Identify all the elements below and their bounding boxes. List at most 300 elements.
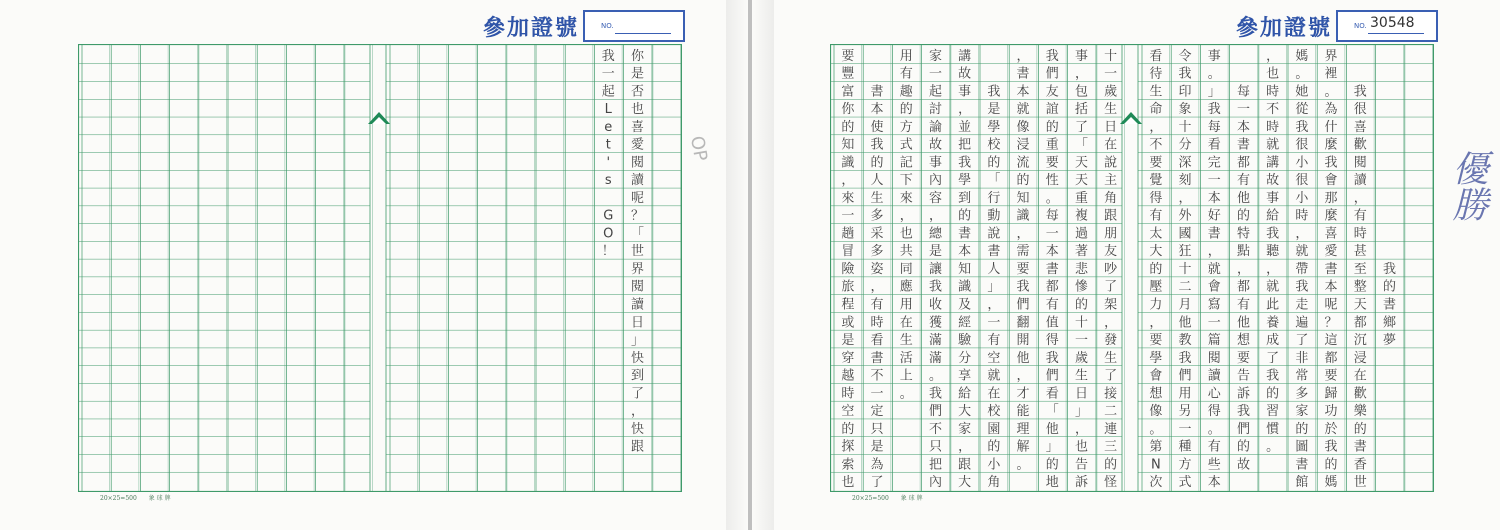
manuscript-character: 或 xyxy=(841,315,855,331)
manuscript-character: 共 xyxy=(899,244,913,260)
manuscript-character: 享 xyxy=(958,368,972,384)
entry-number-label: NO. xyxy=(1354,22,1367,30)
manuscript-character: 故 xyxy=(928,137,942,153)
manuscript-character: 有 xyxy=(1045,297,1059,313)
manuscript-character: 故 xyxy=(1266,173,1280,189)
manuscript-character: 會 xyxy=(1324,173,1338,189)
manuscript-character: 會 xyxy=(1149,368,1163,384)
manuscript-character: 媽 xyxy=(1324,475,1338,491)
manuscript-character: 家 xyxy=(928,48,942,64)
manuscript-character: 歡 xyxy=(1353,137,1367,153)
manuscript-character: 知 xyxy=(1016,190,1030,206)
manuscript-character: 記 xyxy=(899,155,913,171)
manuscript-character: 姿 xyxy=(870,261,884,277)
manuscript-character: 友 xyxy=(1104,244,1118,260)
manuscript-character: 什 xyxy=(1324,119,1338,135)
manuscript-character: ' xyxy=(606,155,611,171)
manuscript-character: 也 xyxy=(1074,439,1088,455)
manuscript-character: 的 xyxy=(1236,439,1250,455)
manuscript-character: 習 xyxy=(1266,404,1280,420)
manuscript-character: 本 xyxy=(1207,475,1221,491)
manuscript-character: ， xyxy=(1104,315,1118,331)
manuscript-character: ， xyxy=(870,279,884,295)
manuscript-character: 方 xyxy=(899,119,913,135)
entry-number-line xyxy=(615,33,671,34)
manuscript-character: 天 xyxy=(1353,297,1367,313)
manuscript-character: 同 xyxy=(899,261,913,277)
left-manuscript-page xyxy=(0,0,748,530)
manuscript-character: 生 xyxy=(1104,350,1118,366)
manuscript-character: 跟 xyxy=(1104,208,1118,224)
manuscript-character: 大 xyxy=(958,404,972,420)
manuscript-character: 他 xyxy=(1045,421,1059,437)
manuscript-character: 讀 xyxy=(630,297,644,313)
manuscript-character: 上 xyxy=(899,368,913,384)
manuscript-character: 的 xyxy=(1324,457,1338,473)
manuscript-character: 成 xyxy=(1266,333,1280,349)
manuscript-character: 誼 xyxy=(1045,102,1059,118)
manuscript-character: 圖 xyxy=(1295,439,1309,455)
manuscript-character: 架 xyxy=(1104,297,1118,313)
manuscript-character: 一 xyxy=(1207,315,1221,331)
entry-number-box xyxy=(583,10,685,42)
manuscript-character: 用 xyxy=(1178,386,1192,402)
manuscript-character: 特 xyxy=(1236,226,1250,242)
manuscript-character: 滿 xyxy=(928,333,942,349)
left-page-footer: 20×25=500 象 球 牌 xyxy=(100,495,171,502)
manuscript-character: ， xyxy=(1074,66,1088,82)
manuscript-character: 趣 xyxy=(899,84,913,100)
pencil-mark: OP xyxy=(686,134,712,163)
manuscript-character: 像 xyxy=(1149,404,1163,420)
manuscript-character: 那 xyxy=(1324,190,1338,206)
manuscript-character: 每 xyxy=(1045,208,1059,224)
manuscript-character: 采 xyxy=(870,226,884,242)
manuscript-character: 本 xyxy=(958,244,972,260)
manuscript-character: 要 xyxy=(1149,333,1163,349)
manuscript-character: 命 xyxy=(1149,102,1163,118)
manuscript-character: 本 xyxy=(1324,279,1338,295)
manuscript-character: 開 xyxy=(1016,333,1030,349)
manuscript-character: 就 xyxy=(1207,261,1221,277)
manuscript-character: s xyxy=(604,173,612,189)
manuscript-character: 論 xyxy=(928,119,942,135)
manuscript-character: 閱 xyxy=(630,279,644,295)
manuscript-character: 來 xyxy=(841,190,855,206)
manuscript-character: 我 xyxy=(987,84,1001,100)
manuscript-character: 像 xyxy=(1016,119,1030,135)
manuscript-character: G xyxy=(603,208,614,224)
manuscript-character: 發 xyxy=(1104,333,1118,349)
manuscript-character: 的 xyxy=(870,155,884,171)
manuscript-character: 使 xyxy=(870,119,884,135)
manuscript-character: 很 xyxy=(1295,137,1309,153)
manuscript-character: 們 xyxy=(1045,368,1059,384)
manuscript-character: 有 xyxy=(1353,208,1367,224)
manuscript-character: 我 xyxy=(1236,404,1250,420)
manuscript-character: 都 xyxy=(1045,279,1059,295)
manuscript-character: ， xyxy=(1266,261,1280,277)
right-page-footer: 20×25=500 象 球 牌 xyxy=(852,495,923,502)
manuscript-character: 有 xyxy=(987,333,1001,349)
manuscript-character: 養 xyxy=(1266,315,1280,331)
manuscript-character: ， xyxy=(1016,226,1030,242)
manuscript-character: 麼 xyxy=(1324,137,1338,153)
manuscript-character: 式 xyxy=(899,137,913,153)
manuscript-character: 。 xyxy=(1045,190,1059,206)
manuscript-character: 要 xyxy=(1045,155,1059,171)
manuscript-character: 刻 xyxy=(1178,173,1192,189)
manuscript-character: 。 xyxy=(1016,457,1030,473)
entry-number-title: 參加證號 xyxy=(483,14,580,41)
manuscript-character: 一 xyxy=(1074,333,1088,349)
manuscript-character: 讀 xyxy=(1207,368,1221,384)
manuscript-character: 「 xyxy=(630,226,644,242)
manuscript-character: 日 xyxy=(1074,386,1088,402)
manuscript-character: O xyxy=(603,226,614,242)
manuscript-character: 他 xyxy=(1178,315,1192,331)
manuscript-character: 「 xyxy=(1045,404,1059,420)
manuscript-character: 獲 xyxy=(928,315,942,331)
manuscript-character: 歲 xyxy=(1074,350,1088,366)
manuscript-character: ， xyxy=(1149,315,1163,331)
manuscript-character: 的 xyxy=(841,119,855,135)
manuscript-character: 我 xyxy=(1207,102,1221,118)
manuscript-character: 的 xyxy=(1266,386,1280,402)
manuscript-character: 不 xyxy=(1149,137,1163,153)
manuscript-character: 是 xyxy=(630,66,644,82)
manuscript-character: 一 xyxy=(1045,226,1059,242)
manuscript-character: 趟 xyxy=(841,226,855,242)
manuscript-character: 小 xyxy=(987,457,1001,473)
manuscript-character: 事 xyxy=(1266,190,1280,206)
manuscript-character: 方 xyxy=(1178,457,1192,473)
manuscript-character: N xyxy=(1150,457,1161,473)
manuscript-character: 要 xyxy=(1016,261,1030,277)
manuscript-character: 用 xyxy=(899,48,913,64)
manuscript-character: 覺 xyxy=(1149,173,1163,189)
manuscript-character: 角 xyxy=(987,475,1001,491)
manuscript-character: 浸 xyxy=(1353,350,1367,366)
manuscript-character: 整 xyxy=(1353,279,1367,295)
manuscript-character: 就 xyxy=(1266,279,1280,295)
manuscript-character: 」 xyxy=(987,279,1001,295)
manuscript-character: 有 xyxy=(1236,297,1250,313)
manuscript-character: 書 xyxy=(958,226,972,242)
manuscript-character: 知 xyxy=(958,261,972,277)
manuscript-character: 快 xyxy=(630,421,644,437)
manuscript-character: 帶 xyxy=(1295,261,1309,277)
manuscript-character: 了 xyxy=(1074,119,1088,135)
manuscript-character: 只 xyxy=(870,421,884,437)
manuscript-character: ， xyxy=(1353,190,1367,206)
entry-number-label: NO. xyxy=(601,22,614,30)
manuscript-character: 待 xyxy=(1149,66,1163,82)
manuscript-character: 我 xyxy=(928,386,942,402)
manuscript-character: ！ xyxy=(601,244,615,260)
manuscript-character: 書 xyxy=(1382,297,1396,313)
manuscript-character: 把 xyxy=(958,137,972,153)
manuscript-character: 訴 xyxy=(1074,475,1088,491)
manuscript-character: 第 xyxy=(1149,439,1163,455)
manuscript-character: 生 xyxy=(899,333,913,349)
manuscript-character: ， xyxy=(928,208,942,224)
manuscript-character: 了 xyxy=(630,386,644,402)
manuscript-character: 種 xyxy=(1178,439,1192,455)
manuscript-character: 著 xyxy=(1074,244,1088,260)
manuscript-character: 生 xyxy=(1074,368,1088,384)
manuscript-character: 我 xyxy=(958,155,972,171)
manuscript-character: 才 xyxy=(1016,386,1030,402)
manuscript-character: 分 xyxy=(1178,137,1192,153)
manuscript-character: 冒 xyxy=(841,244,855,260)
manuscript-character: ， xyxy=(1016,48,1030,64)
manuscript-character: 小 xyxy=(1295,190,1309,206)
manuscript-character: 越 xyxy=(841,368,855,384)
manuscript-character: 喜 xyxy=(1324,226,1338,242)
manuscript-character: 。 xyxy=(1149,421,1163,437)
manuscript-character: 書 xyxy=(1236,137,1250,153)
manuscript-character: 說 xyxy=(987,226,1001,242)
manuscript-character: 驗 xyxy=(958,333,972,349)
manuscript-character: 十 xyxy=(1178,261,1192,277)
manuscript-character: 看 xyxy=(1207,137,1221,153)
manuscript-character: 活 xyxy=(899,350,913,366)
manuscript-character: 。 xyxy=(1324,84,1338,100)
manuscript-character: 我 xyxy=(1045,350,1059,366)
manuscript-character: 二 xyxy=(1104,404,1118,420)
manuscript-character: 要 xyxy=(1149,155,1163,171)
manuscript-character: 給 xyxy=(1266,208,1280,224)
manuscript-character: 這 xyxy=(1324,333,1338,349)
manuscript-character: 是 xyxy=(870,439,884,455)
manuscript-character: ， xyxy=(630,404,644,420)
manuscript-character: 到 xyxy=(958,190,972,206)
manuscript-character: 包 xyxy=(1074,84,1088,100)
manuscript-character: 心 xyxy=(1207,386,1221,402)
manuscript-character: 朋 xyxy=(1104,226,1118,242)
manuscript-character: 「 xyxy=(1074,137,1088,153)
manuscript-character: 來 xyxy=(899,190,913,206)
manuscript-character: 聽 xyxy=(1266,244,1280,260)
manuscript-character: 大 xyxy=(958,475,972,491)
manuscript-character: 經 xyxy=(958,315,972,331)
manuscript-character: 至 xyxy=(1353,261,1367,277)
manuscript-character: 學 xyxy=(958,173,972,189)
manuscript-character: 識 xyxy=(1016,208,1030,224)
manuscript-character: 有 xyxy=(870,297,884,313)
manuscript-character: 此 xyxy=(1266,297,1280,313)
manuscript-character: 歸 xyxy=(1324,386,1338,402)
manuscript-character: 解 xyxy=(1016,439,1030,455)
manuscript-character: 也 xyxy=(841,475,855,491)
manuscript-character: 世 xyxy=(630,244,644,260)
manuscript-character: 到 xyxy=(630,368,644,384)
manuscript-character: 翻 xyxy=(1016,315,1030,331)
manuscript-character: ， xyxy=(1074,421,1088,437)
manuscript-character: 我 xyxy=(1353,84,1367,100)
manuscript-character: 時 xyxy=(1266,84,1280,100)
manuscript-character: 事 xyxy=(1074,48,1088,64)
manuscript-character: 學 xyxy=(987,119,1001,135)
manuscript-character: 說 xyxy=(1104,155,1118,171)
manuscript-character: 得 xyxy=(1149,190,1163,206)
manuscript-character: 很 xyxy=(1295,173,1309,189)
manuscript-character: ， xyxy=(1295,226,1309,242)
manuscript-character: 把 xyxy=(928,457,942,473)
manuscript-character: 時 xyxy=(870,315,884,331)
manuscript-character: 鄉 xyxy=(1382,315,1396,331)
manuscript-character: 。 xyxy=(899,386,913,402)
manuscript-character: 了 xyxy=(870,475,884,491)
manuscript-character: 本 xyxy=(1207,190,1221,206)
manuscript-character: 家 xyxy=(958,421,972,437)
manuscript-character: 們 xyxy=(1236,421,1250,437)
entry-number-box xyxy=(1336,10,1438,42)
right-manuscript-page xyxy=(752,0,1500,530)
manuscript-character: 時 xyxy=(1353,226,1367,242)
manuscript-character: 一 xyxy=(601,66,615,82)
manuscript-character: ， xyxy=(958,439,972,455)
manuscript-character: 我 xyxy=(601,48,615,64)
manuscript-character: 主 xyxy=(1104,173,1118,189)
manuscript-character: 需 xyxy=(1016,244,1030,260)
manuscript-character: 連 xyxy=(1104,421,1118,437)
manuscript-character: 天 xyxy=(1074,155,1088,171)
manuscript-character: 就 xyxy=(1266,137,1280,153)
manuscript-character: 容 xyxy=(928,190,942,206)
entry-number-value: 30548 xyxy=(1370,15,1415,31)
manuscript-character: 力 xyxy=(1149,297,1163,313)
manuscript-character: 索 xyxy=(841,457,855,473)
manuscript-character: 你 xyxy=(841,102,855,118)
manuscript-character: 能 xyxy=(1016,404,1030,420)
manuscript-character: 你 xyxy=(630,48,644,64)
manuscript-character: 探 xyxy=(841,439,855,455)
manuscript-character: 的 xyxy=(899,102,913,118)
grade-stamp: 優勝 xyxy=(1447,150,1488,222)
manuscript-character: 事 xyxy=(928,155,942,171)
manuscript-character: 」 xyxy=(630,333,644,349)
manuscript-character: 一 xyxy=(1104,66,1118,82)
manuscript-character: 的 xyxy=(841,421,855,437)
manuscript-character: 就 xyxy=(1295,244,1309,260)
manuscript-character: 豐 xyxy=(841,66,855,82)
manuscript-character: 講 xyxy=(1266,155,1280,171)
manuscript-character: L xyxy=(604,102,612,118)
manuscript-character: 界 xyxy=(1324,48,1338,64)
manuscript-character: 每 xyxy=(1236,84,1250,100)
manuscript-character: 跟 xyxy=(630,439,644,455)
manuscript-character: 我 xyxy=(1324,439,1338,455)
manuscript-character: 寫 xyxy=(1207,297,1221,313)
manuscript-character: 事 xyxy=(958,84,972,100)
manuscript-character: 要 xyxy=(1324,368,1338,384)
manuscript-character: 沉 xyxy=(1353,333,1367,349)
manuscript-character: 吵 xyxy=(1104,261,1118,277)
manuscript-character: 會 xyxy=(1207,279,1221,295)
manuscript-character: 書 xyxy=(870,84,884,100)
manuscript-character: 閱 xyxy=(1207,350,1221,366)
manuscript-character: ， xyxy=(1207,244,1221,260)
manuscript-character: ， xyxy=(1266,48,1280,64)
manuscript-character: 都 xyxy=(1353,315,1367,331)
manuscript-character: 二 xyxy=(1178,279,1192,295)
manuscript-character: 狂 xyxy=(1178,244,1192,260)
manuscript-character: 我 xyxy=(928,279,942,295)
manuscript-character: 下 xyxy=(899,173,913,189)
manuscript-character: 在 xyxy=(1353,368,1367,384)
manuscript-character: 角 xyxy=(1104,190,1118,206)
manuscript-character: 識 xyxy=(841,155,855,171)
manuscript-character: 得 xyxy=(1045,333,1059,349)
manuscript-character: 本 xyxy=(870,102,884,118)
manuscript-character: 她 xyxy=(1295,84,1309,100)
manuscript-character: 的 xyxy=(987,439,1001,455)
manuscript-character: 書 xyxy=(870,350,884,366)
manuscript-character: 不 xyxy=(870,368,884,384)
manuscript-character: 」 xyxy=(1207,84,1221,100)
manuscript-character: 愛 xyxy=(1324,244,1338,260)
manuscript-character: 閱 xyxy=(630,155,644,171)
manuscript-character: 象 xyxy=(1178,102,1192,118)
manuscript-character: 為 xyxy=(870,457,884,473)
manuscript-character: 一 xyxy=(987,315,1001,331)
manuscript-character: 就 xyxy=(987,368,1001,384)
manuscript-character: 我 xyxy=(1295,279,1309,295)
manuscript-character: 地 xyxy=(1045,475,1059,491)
manuscript-character: 故 xyxy=(958,66,972,82)
manuscript-character: 小 xyxy=(1295,155,1309,171)
manuscript-character: 時 xyxy=(841,386,855,402)
manuscript-character: 常 xyxy=(1295,368,1309,384)
manuscript-character: 讀 xyxy=(630,173,644,189)
manuscript-character: 知 xyxy=(841,137,855,153)
manuscript-character: 了 xyxy=(1266,350,1280,366)
manuscript-character: 書 xyxy=(1207,226,1221,242)
manuscript-character: 人 xyxy=(870,173,884,189)
manuscript-character: 應 xyxy=(899,279,913,295)
center-bookmark-icon xyxy=(368,112,390,124)
manuscript-character: 們 xyxy=(1016,297,1030,313)
manuscript-character: 的 xyxy=(1045,457,1059,473)
manuscript-character: 校 xyxy=(987,137,1001,153)
manuscript-character: 看 xyxy=(1149,48,1163,64)
manuscript-character: 」 xyxy=(1045,439,1059,455)
manuscript-character: 他 xyxy=(1016,350,1030,366)
manuscript-character: 們 xyxy=(1178,368,1192,384)
manuscript-character: 空 xyxy=(841,404,855,420)
manuscript-character: 呢 xyxy=(630,190,644,206)
manuscript-character: 的 xyxy=(1353,421,1367,437)
manuscript-character: 有 xyxy=(1236,173,1250,189)
manuscript-character: 讓 xyxy=(928,261,942,277)
manuscript-character: 大 xyxy=(1149,244,1163,260)
manuscript-character: 友 xyxy=(1045,84,1059,100)
manuscript-character: 過 xyxy=(1074,226,1088,242)
manuscript-character: 一 xyxy=(841,208,855,224)
manuscript-character: 接 xyxy=(1104,386,1118,402)
manuscript-character: 穿 xyxy=(841,350,855,366)
manuscript-character: 。 xyxy=(928,368,942,384)
manuscript-character: 學 xyxy=(1149,350,1163,366)
manuscript-character: 些 xyxy=(1207,457,1221,473)
manuscript-character: 富 xyxy=(841,84,855,100)
manuscript-character: 用 xyxy=(899,297,913,313)
manuscript-character: 故 xyxy=(1236,457,1250,473)
manuscript-character: 是 xyxy=(928,244,942,260)
entry-number-title: 參加證號 xyxy=(1236,14,1333,41)
